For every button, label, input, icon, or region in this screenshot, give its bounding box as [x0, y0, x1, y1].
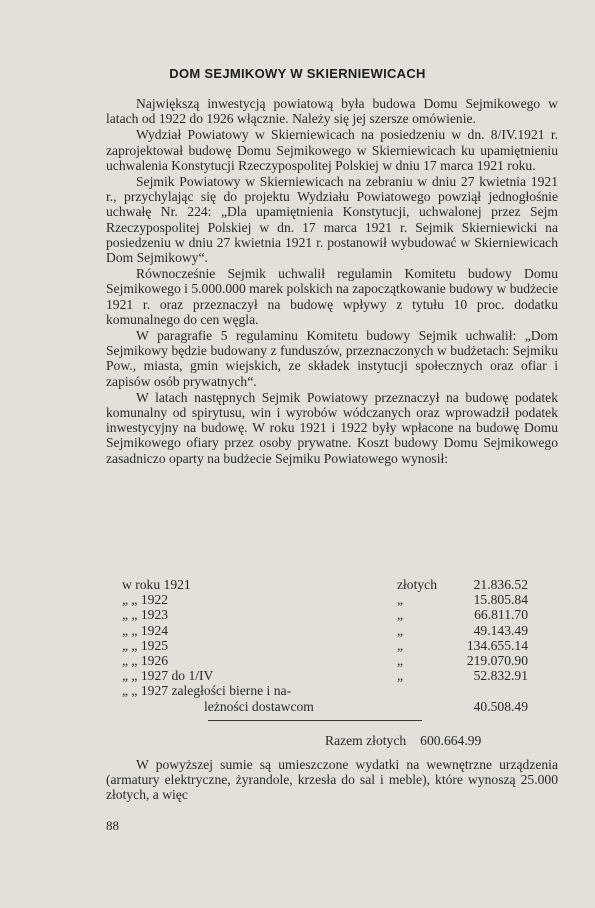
row-amount: 66.811.70 [474, 607, 528, 623]
total-label: Razem złotych [325, 733, 407, 748]
row-label: „ „ 1926 [122, 652, 169, 668]
row-unit: złotych [397, 577, 438, 592]
table-row [122, 653, 552, 668]
table-row [122, 577, 552, 592]
total-line [325, 733, 481, 749]
page-title: DOM SEJMIKOWY W SKIERNIEWICACH [169, 66, 426, 81]
row-label: „ „ 1925 [122, 637, 169, 653]
table-row [122, 638, 552, 653]
cost-table [122, 577, 552, 714]
row-unit: „ [397, 592, 404, 608]
row-unit: „ [397, 607, 404, 623]
table-row [122, 683, 552, 713]
row-unit: „ [397, 652, 404, 668]
page-number: 88 [106, 818, 119, 833]
table-row [122, 592, 552, 607]
paragraph: Sejmik Powiatowy w Skierniewicach na zebraniu w dniu 27 kwietnia 1921 r., przychylając się do projektu Wydziału Powiatowego powziął jednogłośnie uchwałę Nr. 224: „Dla upamiętnienia Konstytucji, uchwalonej przez Sejm Rzeczypospolitej Polskiej w dn. 17 marca 1921 r. Sejmik Skierniewicki na posiedzeniu w dniu 27 kwietnia 1921 r. postanowił wybudować w Skierniewicach Dom Sejmikowy“. [106, 174, 558, 266]
row-amount: 219.070.90 [466, 652, 528, 668]
row-unit: „ [397, 668, 404, 684]
row-unit: „ [397, 637, 404, 653]
paragraph: W paragrafie 5 regulaminu Komitetu budowy Sejmik uchwalił: „Dom Sejmikowy będzie budowany z funduszów, przeznaczonych w budżetach: Sejmiku Pow., miasta, gmin wiejskich, ze składek instytucji społecznych oraz ofiar i zapisów osób prywatnych“. [106, 328, 558, 389]
row-amount: 49.143.49 [473, 622, 528, 638]
paragraph: W latach następnych Sejmik Powiatowy przeznaczył na budowę podatek komunalny od spirytusu, win i wyrobów wódczanych oraz wprowadził podatek inwestycyjny na budowę. W roku 1921 i 1922 były wpłacone na budowę Domu Sejmikowego ofiary przez osoby prywatne. Koszt budowy Domu Sejmikowego zasadniczo oparty na budżecie Sejmiku Powiatowego wynosił: [106, 389, 558, 466]
paragraph: W powyższej sumie są umieszczone wydatki na wewnętrzne urządzenia (armatury elektryczne, żyrandole, krzesła do sal i meble), które wynoszą 25.000 złotych, a więc [106, 757, 558, 803]
row-label: „ „ 1922 [122, 592, 169, 608]
row-label: „ „ 1924 [122, 622, 169, 638]
sum-rule [208, 720, 422, 721]
closing-text [106, 757, 558, 803]
total-amount: 600.664.99 [420, 733, 482, 748]
paragraph: Wydział Powiatowy w Skierniewicach na posiedzeniu w dn. 8/IV.1921 r. zaprojektował budowę Domu Sejmikowego w Skierniewicach ku upamiętnieniu uchwalenia Konstytucji Rzeczypospolitej Polskiej w dniu 17 marca 1921 roku. [106, 127, 558, 173]
row-amount: 52.832.91 [473, 668, 528, 684]
table-row [122, 607, 552, 622]
row-amount: 134.655.14 [466, 637, 528, 653]
row-label: „ „ 1927 zaległości bierne i na- [122, 683, 292, 699]
row-label-continued: leżności dostawcom [204, 698, 314, 714]
table-row [122, 623, 552, 638]
paragraph: Równocześnie Sejmik uchwalił regulamin Komitetu budowy Domu Sejmikowego i 5.000.000 marek polskich na zapoczątkowanie budowy w budżecie 1921 r. oraz przeznaczył na budowę wpływy z tytułu 10 proc. dodatku komunalnego do cen węgla. [106, 266, 558, 327]
row-amount: 15.805.84 [473, 592, 528, 608]
row-label: w roku 1921 [122, 577, 191, 592]
row-label: „ „ 1923 [122, 607, 169, 623]
paragraph: Największą inwestycją powiatową była budowa Domu Sejmikowego w latach od 1922 do 1926 włącznie. Należy się jej szersze omówienie. [106, 96, 558, 127]
row-amount: 21.836.52 [473, 577, 528, 592]
row-unit: „ [397, 622, 404, 638]
body-text [106, 96, 558, 467]
table-row [122, 668, 552, 683]
row-amount: 40.508.49 [473, 698, 528, 714]
row-label: „ „ 1927 do 1/IV [122, 668, 214, 684]
